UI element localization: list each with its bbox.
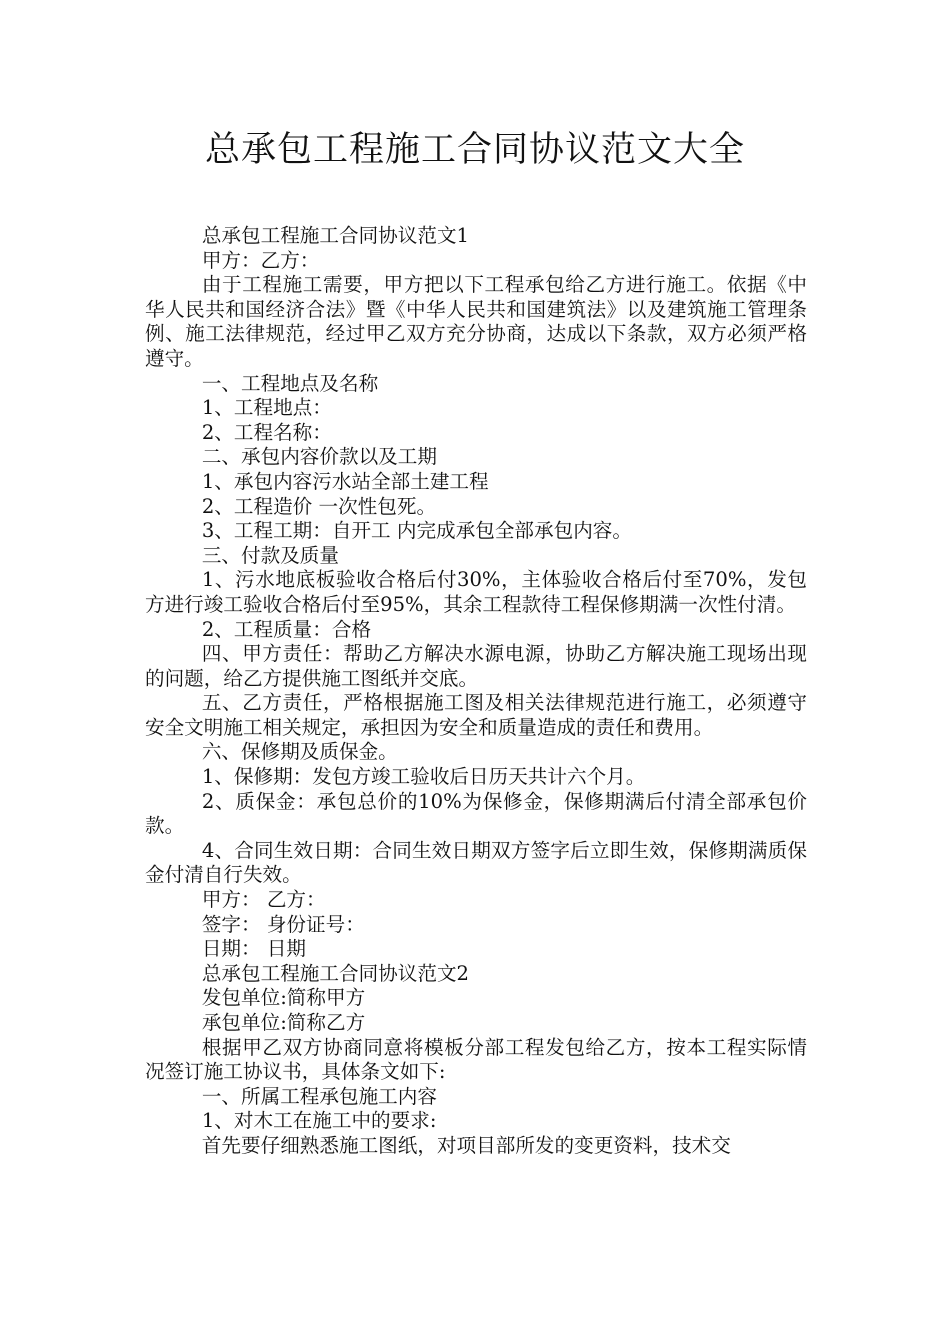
section-heading: 二、承包内容价款以及工期 [201, 445, 437, 469]
document-title: 总承包工程施工合同协议范文大全 [204, 130, 745, 170]
paragraph: 由于工程施工需要，甲方把以下工程承包给乙方进行施工。依据《中华人民共和国经济合法》暨《中华人民共和国建筑法》以及建筑施工管理条例、施工法律规范，经过甲乙双方充分协商，达成以下条款，双方必须严格遵守。 [145, 273, 807, 370]
paragraph: 1、保修期：发包方竣工验收后日历天共计六个月。 [201, 765, 646, 789]
paragraph: 1、承包内容污水站全部土建工程 [201, 469, 489, 493]
paragraph: 首先要仔细熟悉施工图纸，对项目部所发的变更资料，技术交 [201, 1133, 731, 1157]
paragraph: 2、工程造价 一次性包死。 [201, 494, 437, 518]
paragraph: 1、污水地底板验收合格后付30%，主体验收合格后付至70%，发包方进行竣工验收合格后付至95%，其余工程款待工程保修期满一次性付清。 [145, 568, 807, 616]
section-heading: 一、所属工程承包施工内容 [201, 1084, 437, 1108]
paragraph: 4、合同生效日期：合同生效日期双方签字后立即生效，保修期满质保金付清自行失效。 [145, 838, 807, 887]
paragraph: 2、质保金：承包总价的10%为保修金，保修期满后付清全部承包价款。 [145, 789, 807, 838]
section-heading: 一、工程地点及名称 [201, 371, 379, 395]
section-heading: 三、付款及质量 [201, 543, 339, 567]
paragraph: 总承包工程施工合同协议范文1 [201, 224, 470, 247]
paragraph: 1、对木工在施工中的要求: [201, 1109, 437, 1133]
paragraph: 发包单位:简称甲方 [201, 986, 366, 1010]
paragraph: 承包单位:简称乙方 [201, 1011, 366, 1034]
paragraph: 总承包工程施工合同协议范文2 [201, 961, 470, 985]
paragraph: 甲方：乙方： [201, 248, 320, 272]
paragraph: 1、工程地点： [201, 396, 332, 420]
paragraph: 日期： 日期 [201, 937, 307, 961]
paragraph: 2、工程名称： [201, 420, 332, 444]
paragraph: 甲方： 乙方： [201, 888, 326, 912]
paragraph: 签字： 身份证号： [201, 912, 365, 936]
paragraph: 五、乙方责任，严格根据施工图及相关法律规范进行施工，必须遵守安全文明施工相关规定，承担因为安全和质量造成的责任和费用。 [145, 691, 807, 739]
paragraph: 2、工程质量：合格 [201, 617, 372, 641]
document-body [145, 224, 807, 1159]
paragraph: 3、工程工期：自开工 内完成承包全部承包内容。 [201, 519, 632, 543]
paragraph: 根据甲乙双方协商同意将模板分部工程发包给乙方，按本工程实际情况签订施工协议书，具体条文如下: [145, 1035, 807, 1084]
paragraph: 四、甲方责任：帮助乙方解决水源电源，协助乙方解决施工现场出现的问题，给乙方提供施工图纸并交底。 [145, 642, 807, 690]
section-heading: 六、保修期及质保金。 [201, 740, 398, 764]
